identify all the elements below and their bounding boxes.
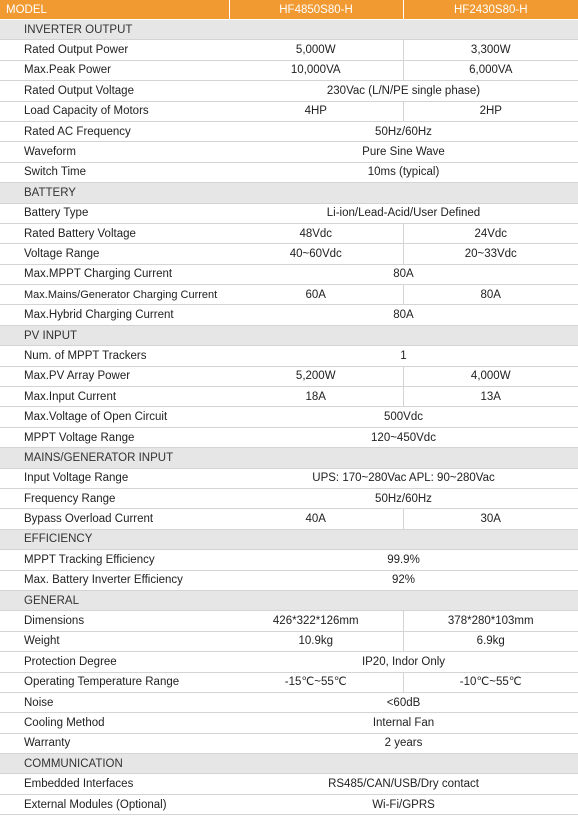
section-row-general bbox=[0, 590, 578, 610]
spec-value-model-1: 40~60Vdc bbox=[229, 244, 403, 264]
section-title: COMMUNICATION bbox=[0, 754, 578, 774]
spec-label: External Modules (Optional) bbox=[0, 794, 229, 814]
spec-value-shared: 99.9% bbox=[229, 550, 578, 570]
spec-row-switch-time bbox=[0, 162, 578, 182]
spec-row-rated-output-power bbox=[0, 40, 578, 60]
section-row-inverter-output bbox=[0, 20, 578, 40]
spec-value-shared: 50Hz/60Hz bbox=[229, 488, 578, 508]
spec-row-load-capacity-of-motors bbox=[0, 101, 578, 121]
spec-row-rated-output-voltage bbox=[0, 81, 578, 101]
spec-label: Input Voltage Range bbox=[0, 468, 229, 488]
spec-value-shared: <60dB bbox=[229, 692, 578, 712]
section-row-communication bbox=[0, 754, 578, 774]
spec-label: Weight bbox=[0, 631, 229, 651]
spec-value-model-2: 6.9kg bbox=[403, 631, 578, 651]
spec-row-mppt-voltage-range bbox=[0, 427, 578, 447]
spec-label: Max.PV Array Power bbox=[0, 366, 229, 386]
spec-value-shared: IP20, Indor Only bbox=[229, 652, 578, 672]
spec-value-shared: 2 years bbox=[229, 733, 578, 753]
spec-row-mppt-tracking-efficiency bbox=[0, 550, 578, 570]
model-header-label: MODEL bbox=[0, 0, 229, 20]
spec-label: Rated Output Power bbox=[0, 40, 229, 60]
spec-row-max-mppt-charging-current bbox=[0, 264, 578, 284]
spec-label: Switch Time bbox=[0, 162, 229, 182]
spec-label: Rated Output Voltage bbox=[0, 81, 229, 101]
spec-value-model-1: 5,000W bbox=[229, 40, 403, 60]
spec-value-shared: 10ms (typical) bbox=[229, 162, 578, 182]
spec-value-model-2: -10℃~55℃ bbox=[403, 672, 578, 692]
spec-row-max-voltage-of-open-circuit bbox=[0, 407, 578, 427]
spec-row-max-input-current bbox=[0, 387, 578, 407]
spec-label: MPPT Tracking Efficiency bbox=[0, 550, 229, 570]
spec-value-model-2: 6,000VA bbox=[403, 60, 578, 80]
spec-value-model-2: 4,000W bbox=[403, 366, 578, 386]
spec-value-model-2: 2HP bbox=[403, 101, 578, 121]
spec-label: Max.Hybrid Charging Current bbox=[0, 305, 229, 325]
section-row-efficiency bbox=[0, 529, 578, 549]
spec-label: Max.Input Current bbox=[0, 387, 229, 407]
spec-label: Frequency Range bbox=[0, 488, 229, 508]
spec-row-operating-temperature-range bbox=[0, 672, 578, 692]
spec-label: Dimensions bbox=[0, 611, 229, 631]
spec-value-model-2: 3,300W bbox=[403, 40, 578, 60]
spec-label: Cooling Method bbox=[0, 713, 229, 733]
spec-row-dimensions bbox=[0, 611, 578, 631]
spec-label: Num. of MPPT Trackers bbox=[0, 346, 229, 366]
spec-row-max-battery-inverter-efficiency bbox=[0, 570, 578, 590]
spec-value-shared: 50Hz/60Hz bbox=[229, 121, 578, 141]
spec-row-weight bbox=[0, 631, 578, 651]
spec-value-shared: 230Vac (L/N/PE single phase) bbox=[229, 81, 578, 101]
spec-value-model-2: 24Vdc bbox=[403, 223, 578, 243]
section-title: EFFICIENCY bbox=[0, 529, 578, 549]
spec-row-waveform bbox=[0, 142, 578, 162]
spec-value-model-1: 40A bbox=[229, 509, 403, 529]
spec-value-model-1: 426*322*126mm bbox=[229, 611, 403, 631]
spec-value-shared: Internal Fan bbox=[229, 713, 578, 733]
spec-label: Waveform bbox=[0, 142, 229, 162]
spec-label: Max.Mains/Generator Charging Current bbox=[0, 285, 229, 305]
spec-row-num-of-mppt-trackers bbox=[0, 346, 578, 366]
spec-value-shared: RS485/CAN/USB/Dry contact bbox=[229, 774, 578, 794]
spec-label: Rated AC Frequency bbox=[0, 121, 229, 141]
model-name-2: HF2430S80-H bbox=[403, 0, 578, 20]
spec-label: Max. Battery Inverter Efficiency bbox=[0, 570, 229, 590]
spec-value-model-1: 5,200W bbox=[229, 366, 403, 386]
spec-label: Warranty bbox=[0, 733, 229, 753]
spec-label: Operating Temperature Range bbox=[0, 672, 229, 692]
model-name-1: HF4850S80-H bbox=[229, 0, 403, 20]
spec-label: Max.MPPT Charging Current bbox=[0, 264, 229, 284]
spec-row-rated-ac-frequency bbox=[0, 121, 578, 141]
spec-value-shared: Li-ion/Lead-Acid/User Defined bbox=[229, 203, 578, 223]
spec-row-embedded-interfaces bbox=[0, 774, 578, 794]
spec-value-shared: 500Vdc bbox=[229, 407, 578, 427]
spec-row-battery-type bbox=[0, 203, 578, 223]
spec-value-model-2: 20~33Vdc bbox=[403, 244, 578, 264]
section-title: PV INPUT bbox=[0, 325, 578, 345]
spec-label: Voltage Range bbox=[0, 244, 229, 264]
spec-value-shared: 1 bbox=[229, 346, 578, 366]
spec-value-model-1: 10,000VA bbox=[229, 60, 403, 80]
spec-label: Load Capacity of Motors bbox=[0, 101, 229, 121]
spec-value-model-2: 80A bbox=[403, 285, 578, 305]
spec-row-bypass-overload-current bbox=[0, 509, 578, 529]
spec-label: Protection Degree bbox=[0, 652, 229, 672]
spec-row-noise bbox=[0, 692, 578, 712]
spec-label: Bypass Overload Current bbox=[0, 509, 229, 529]
spec-value-shared: Wi-Fi/GPRS bbox=[229, 794, 578, 814]
spec-value-shared: Pure Sine Wave bbox=[229, 142, 578, 162]
spec-row-input-voltage-range bbox=[0, 468, 578, 488]
spec-label: Battery Type bbox=[0, 203, 229, 223]
section-row-battery bbox=[0, 183, 578, 203]
spec-value-shared: 80A bbox=[229, 264, 578, 284]
spec-row-max-peak-power bbox=[0, 60, 578, 80]
spec-label: Max.Peak Power bbox=[0, 60, 229, 80]
spec-value-model-2: 13A bbox=[403, 387, 578, 407]
spec-value-model-1: 18A bbox=[229, 387, 403, 407]
spec-value-model-1: 4HP bbox=[229, 101, 403, 121]
spec-value-shared: UPS: 170~280Vac APL: 90~280Vac bbox=[229, 468, 578, 488]
spec-label: MPPT Voltage Range bbox=[0, 427, 229, 447]
spec-row-external-modules-optional bbox=[0, 794, 578, 814]
spec-row-frequency-range bbox=[0, 488, 578, 508]
spec-value-model-1: 10.9kg bbox=[229, 631, 403, 651]
spec-row-max-pv-array-power bbox=[0, 366, 578, 386]
section-title: BATTERY bbox=[0, 183, 578, 203]
spec-row-max-mains-generator-charging-current bbox=[0, 285, 578, 305]
model-header-row bbox=[0, 0, 578, 20]
spec-row-warranty bbox=[0, 733, 578, 753]
spec-value-model-1: 48Vdc bbox=[229, 223, 403, 243]
spec-value-shared: 80A bbox=[229, 305, 578, 325]
spec-value-shared: 120~450Vdc bbox=[229, 427, 578, 447]
spec-label: Rated Battery Voltage bbox=[0, 223, 229, 243]
section-row-pv-input bbox=[0, 325, 578, 345]
spec-value-model-1: 60A bbox=[229, 285, 403, 305]
section-row-mains-generator-input bbox=[0, 448, 578, 468]
spec-value-model-1: -15℃~55℃ bbox=[229, 672, 403, 692]
spec-row-cooling-method bbox=[0, 713, 578, 733]
spec-row-voltage-range bbox=[0, 244, 578, 264]
spec-row-rated-battery-voltage bbox=[0, 223, 578, 243]
spec-value-model-2: 378*280*103mm bbox=[403, 611, 578, 631]
section-title: MAINS/GENERATOR INPUT bbox=[0, 448, 578, 468]
spec-value-model-2: 30A bbox=[403, 509, 578, 529]
spec-value-shared: 92% bbox=[229, 570, 578, 590]
section-title: GENERAL bbox=[0, 590, 578, 610]
spec-label: Noise bbox=[0, 692, 229, 712]
spec-row-max-hybrid-charging-current bbox=[0, 305, 578, 325]
spec-row-protection-degree bbox=[0, 652, 578, 672]
section-title: INVERTER OUTPUT bbox=[0, 20, 578, 40]
spec-label: Embedded Interfaces bbox=[0, 774, 229, 794]
spec-label: Max.Voltage of Open Circuit bbox=[0, 407, 229, 427]
